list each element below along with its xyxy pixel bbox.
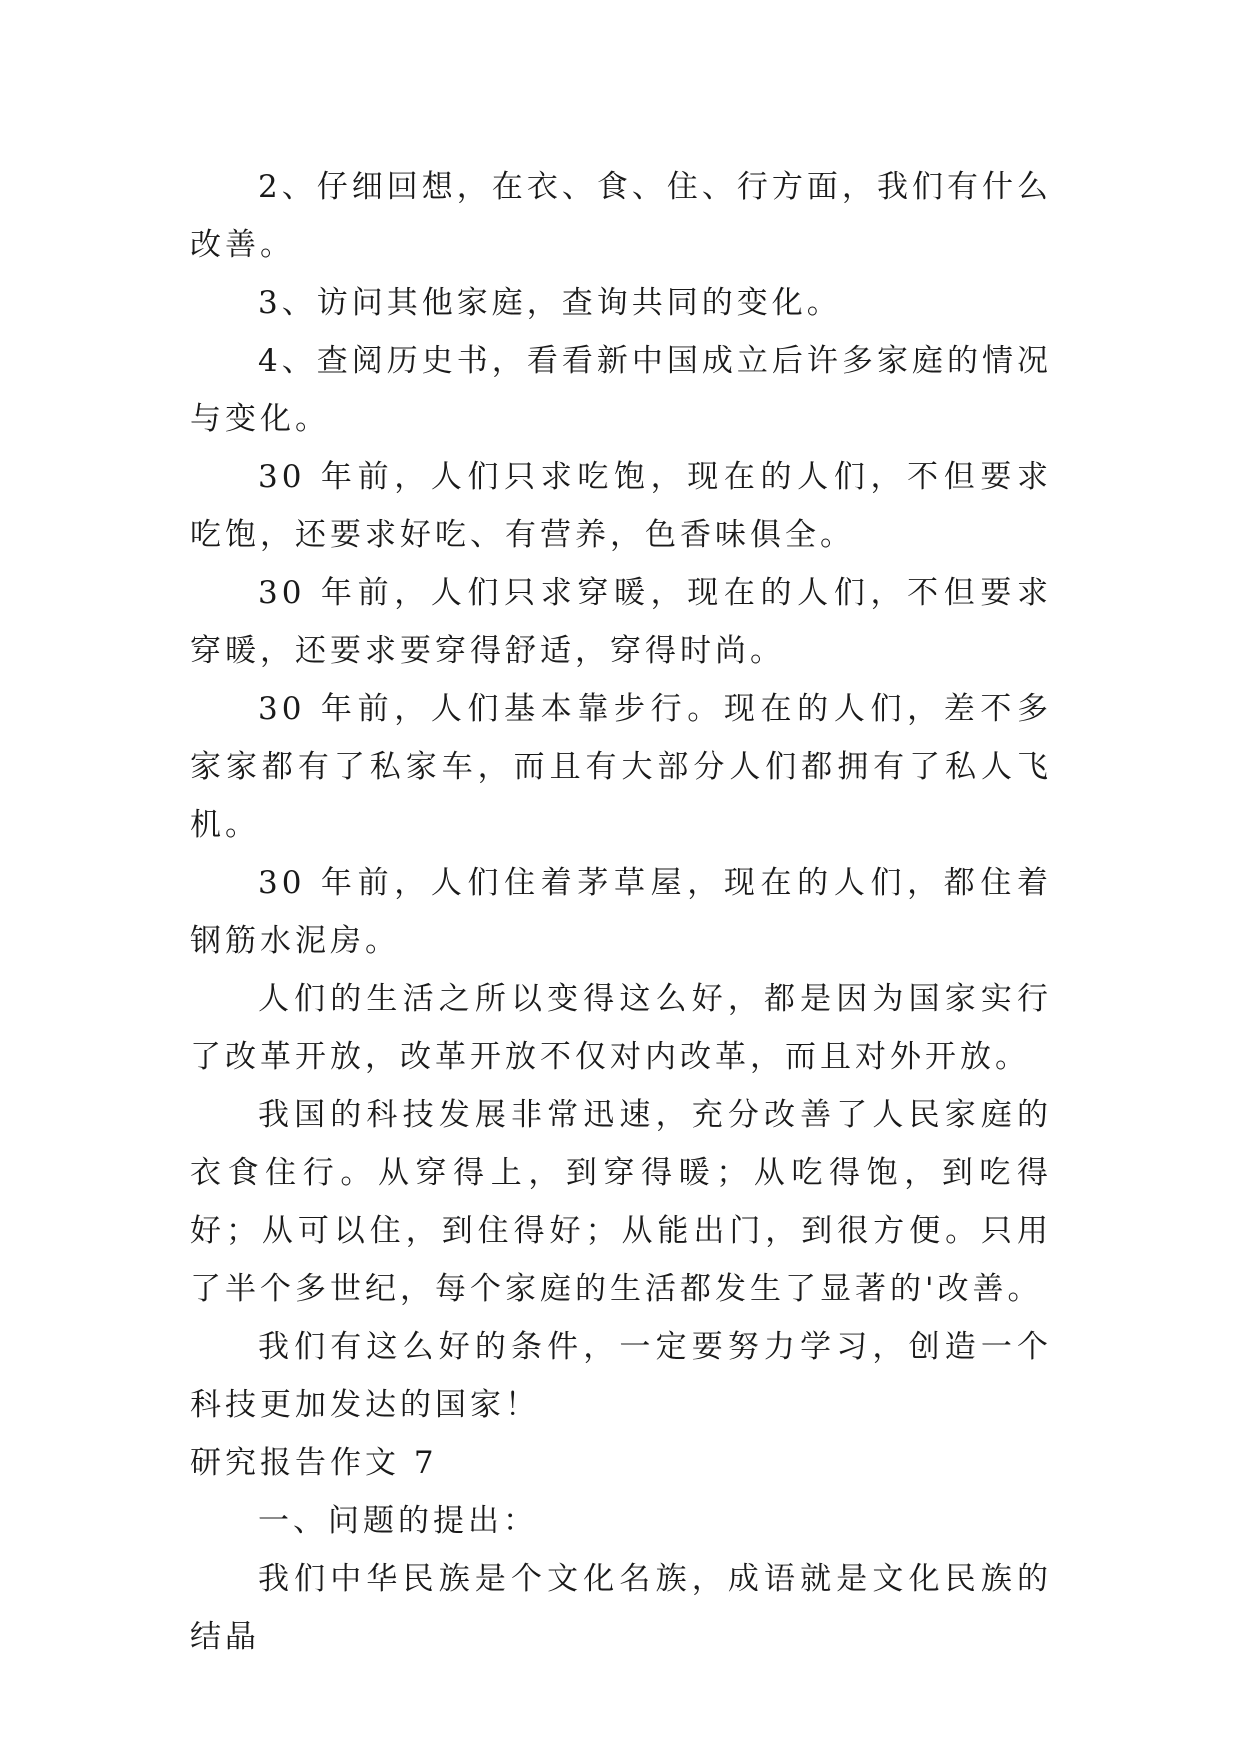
document-page: [190, 158, 1052, 1666]
paragraph: 2、仔细回想，在衣、食、住、行方面，我们有什么改善。: [190, 169, 1052, 263]
paragraph: 30 年前，人们只求穿暖，现在的人们，不但要求穿暖，还要求要穿得舒适，穿得时尚。: [190, 575, 1052, 669]
paragraph: 我们中华民族是个文化名族，成语就是文化民族的结晶: [190, 1561, 1052, 1655]
paragraph: 30 年前，人们只求吃饱，现在的人们，不但要求吃饱，还要求好吃、有营养，色香味俱全。: [190, 459, 1052, 553]
paragraph: 3、访问其他家庭，查询共同的变化。: [258, 285, 842, 321]
section-heading: 研究报告作文 7: [190, 1445, 438, 1481]
paragraph: 4、查阅历史书，看看新中国成立后许多家庭的情况与变化。: [190, 343, 1052, 437]
paragraph: 我国的科技发展非常迅速，充分改善了人民家庭的衣食住行。从穿得上，到穿得暖；从吃得饱，到吃得好；从可以住，到住得好；从能出门，到很方便。只用了半个多世纪，每个家庭的生活都发生了显著的'改善。: [190, 1097, 1052, 1307]
paragraph: 30 年前，人们基本靠步行。现在的人们，差不多家家都有了私家车，而且有大部分人们都拥有了私人飞机。: [190, 691, 1052, 843]
paragraph: 我们有这么好的条件，一定要努力学习，创造一个科技更加发达的国家！: [190, 1329, 1052, 1423]
paragraph: 一、问题的提出：: [258, 1503, 538, 1539]
paragraph: 人们的生活之所以变得这么好，都是因为国家实行了改革开放，改革开放不仅对内改革，而且对外开放。: [190, 981, 1052, 1075]
paragraph: 30 年前，人们住着茅草屋，现在的人们，都住着钢筋水泥房。: [190, 865, 1052, 959]
